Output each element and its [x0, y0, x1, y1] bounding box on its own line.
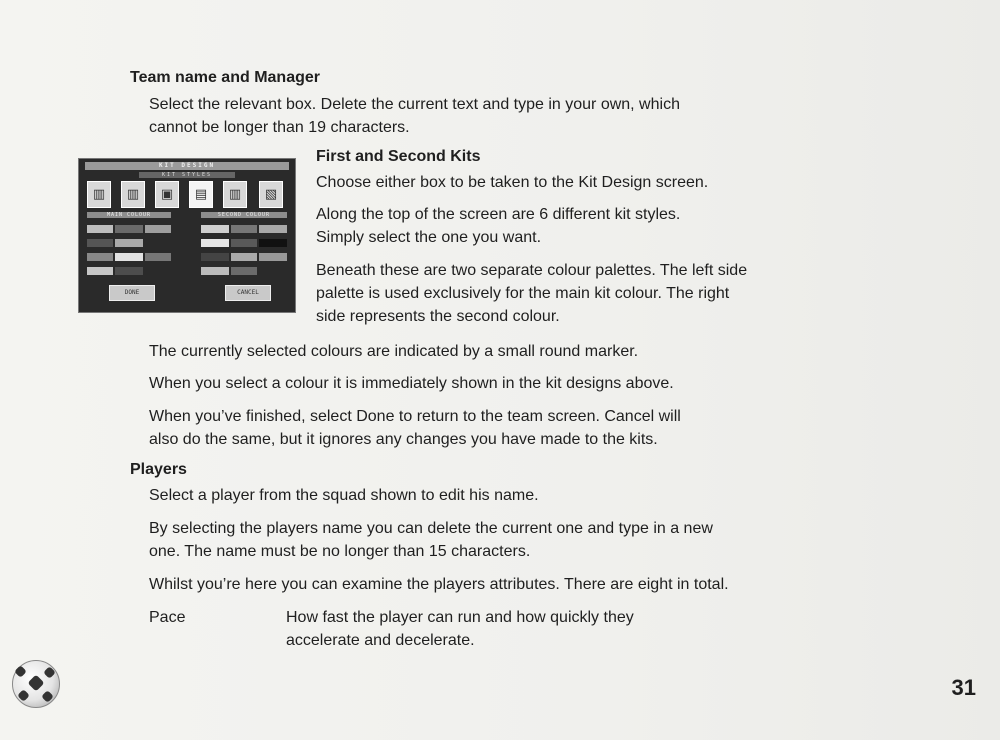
- second-colour-label: SECOND COLOUR: [201, 212, 287, 218]
- paragraph-line: cannot be longer than 19 characters.: [149, 119, 410, 136]
- colour-swatch: [231, 267, 257, 275]
- done-button: DONE: [109, 285, 155, 301]
- colour-swatch: [115, 253, 143, 261]
- kit-style-3-icon: ▣: [155, 181, 179, 208]
- colour-swatch: [87, 225, 113, 233]
- paragraph-line: Choose either box to be taken to the Kit Design screen.: [316, 174, 709, 191]
- attribute-name: Pace: [149, 609, 186, 626]
- paragraph-line: palette is used exclusively for the main kit colour. The right: [316, 285, 730, 302]
- paragraph-line: When you select a colour it is immediately shown in the kit designs above.: [149, 375, 674, 392]
- paragraph-line: also do the same, but it ignores any changes you have made to the kits.: [149, 431, 658, 448]
- kit-style-5-icon: ▥: [223, 181, 247, 208]
- football-icon: [12, 660, 60, 708]
- colour-swatch: [201, 253, 229, 261]
- colour-swatch: [231, 253, 257, 261]
- heading-players: Players: [130, 461, 187, 478]
- heading-kits: First and Second Kits: [316, 148, 481, 165]
- paragraph-line: Beneath these are two separate colour palettes. The left side: [316, 262, 748, 279]
- colour-swatch: [259, 239, 287, 247]
- colour-swatch: [231, 225, 257, 233]
- paragraph-line: side represents the second colour.: [316, 308, 560, 325]
- colour-swatch: [115, 225, 143, 233]
- kit-design-screenshot: [78, 158, 296, 313]
- heading-team-manager: Team name and Manager: [130, 69, 320, 86]
- kit-style-6-icon: ▧: [259, 181, 283, 208]
- paragraph-line: By selecting the players name you can delete the current one and type in a new: [149, 520, 713, 537]
- screenshot-title: KIT DESIGN: [85, 162, 289, 170]
- colour-swatch: [201, 239, 229, 247]
- cancel-button: CANCEL: [225, 285, 271, 301]
- paragraph-line: Select the relevant box. Delete the current text and type in your own, which: [149, 96, 680, 113]
- colour-swatch: [145, 253, 171, 261]
- main-colour-label: MAIN COLOUR: [87, 212, 171, 218]
- paragraph-line: Along the top of the screen are 6 different kit styles.: [316, 206, 681, 223]
- kit-style-1-icon: ▥: [87, 181, 111, 208]
- kit-style-4-icon: ▤: [189, 181, 213, 208]
- paragraph-line: Simply select the one you want.: [316, 229, 542, 246]
- attribute-description: How fast the player can run and how quickly they: [286, 609, 634, 626]
- screenshot-subtitle: KIT STYLES: [139, 172, 235, 178]
- colour-swatch: [115, 239, 143, 247]
- attribute-description: accelerate and decelerate.: [286, 632, 475, 649]
- colour-swatch: [201, 225, 229, 233]
- paragraph-line: Whilst you’re here you can examine the players attributes. There are eight in total.: [149, 576, 729, 593]
- paragraph-line: The currently selected colours are indicated by a small round marker.: [149, 343, 639, 360]
- page-number: 31: [951, 675, 976, 700]
- colour-swatch: [87, 239, 113, 247]
- paragraph-line: Select a player from the squad shown to edit his name.: [149, 487, 539, 504]
- colour-swatch: [259, 225, 287, 233]
- colour-swatch: [201, 267, 229, 275]
- paragraph-line: one. The name must be no longer than 15 characters.: [149, 543, 531, 560]
- colour-swatch: [259, 253, 287, 261]
- colour-swatch: [87, 253, 113, 261]
- colour-swatch: [87, 267, 113, 275]
- colour-swatch: [145, 225, 171, 233]
- kit-style-2-icon: ▥: [121, 181, 145, 208]
- colour-swatch: [115, 267, 143, 275]
- colour-swatch: [231, 239, 257, 247]
- paragraph-line: When you’ve finished, select Done to return to the team screen. Cancel will: [149, 408, 681, 425]
